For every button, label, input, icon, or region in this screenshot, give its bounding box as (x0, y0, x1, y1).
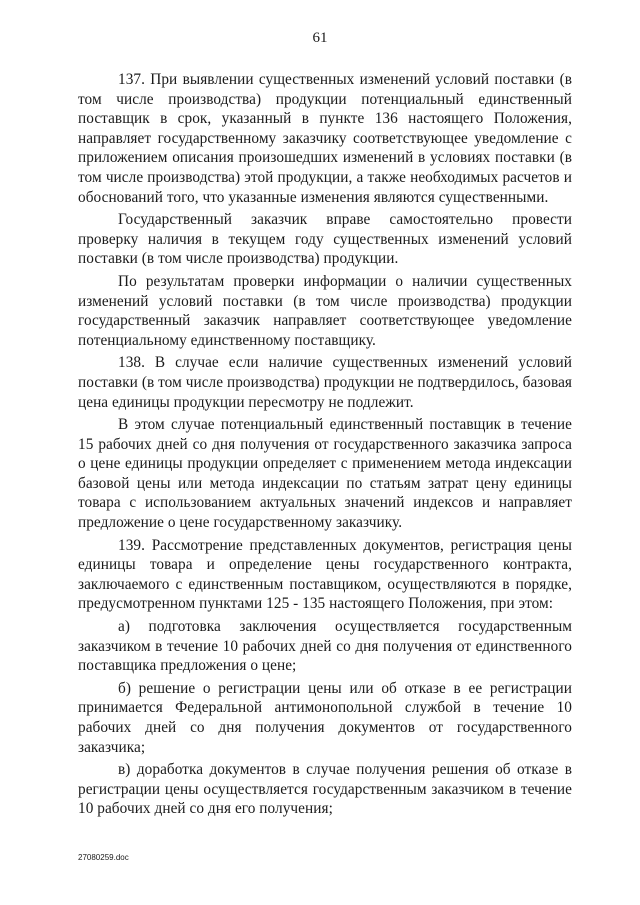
paragraph-137-check: Государственный заказчик вправе самостоятельно провести проверку наличия в текущем году существенных изменений условий поставки (в том числе производства) продукции. (78, 211, 572, 268)
paragraph-138-case: В этом случае потенциальный единственный поставщик в течение 15 рабочих дней со дня получения от государственного заказчика запроса о цене единицы продукции определяет с применением метода индексации базовой цены или метода индексации по статьям затрат цену единицы товара с использованием актуальных значений индексов и направляет предложение о цене государственному заказчику. (78, 416, 572, 532)
paragraph-138: 138. В случае если наличие существенных изменений условий поставки (в том числе производства) продукции не подтвердилось, базовая цена единицы продукции пересмотру не подлежит. (78, 354, 572, 411)
paragraph-139: 139. Рассмотрение представленных документов, регистрация цены единицы товара и определение цены государственного контракта, заключаемого с единственным поставщиком, осуществляются в порядке, предусмотренном пунктами 125 - 135 настоящего Положения, при этом: (78, 536, 572, 613)
page-number: 61 (312, 30, 328, 46)
paragraph-137-result: По результатам проверки информации о наличии существенных изменений условий поставки (в том числе производства) продукции государственный заказчик направляет соответствующее уведомление потенциальному единственному поставщику. (78, 272, 572, 349)
paragraph-139-a: а) подготовка заключения осуществляется государственным заказчиком в течение 10 рабочих дней со дня получения от единственного поставщика предложения о цене; (78, 618, 572, 675)
document-body (78, 70, 572, 822)
document-file-code: 27080259.doc (78, 853, 129, 862)
paragraph-139-c: в) доработка документов в случае получения решения об отказе в регистрации цены осуществляется государственным заказчиком в течение 10 рабочих дней со дня его получения; (78, 761, 572, 818)
paragraph-139-b: б) решение о регистрации цены или об отказе в ее регистрации принимается Федеральной антимонопольной службой в течение 10 рабочих дней со дня получения документов от государственного заказчика; (78, 679, 572, 756)
paragraph-137: 137. При выявлении существенных изменений условий поставки (в том числе производства) продукции потенциальный единственный поставщик в срок, указанный в пункте 136 настоящего Положения, направляет государственному заказчику соответствующее уведомление с приложением описания произошедших изменений в условиях поставки (в том числе производства) этой продукции, а также необходимых расчетов и обоснований того, что указанные изменения являются существенными. (78, 71, 572, 206)
